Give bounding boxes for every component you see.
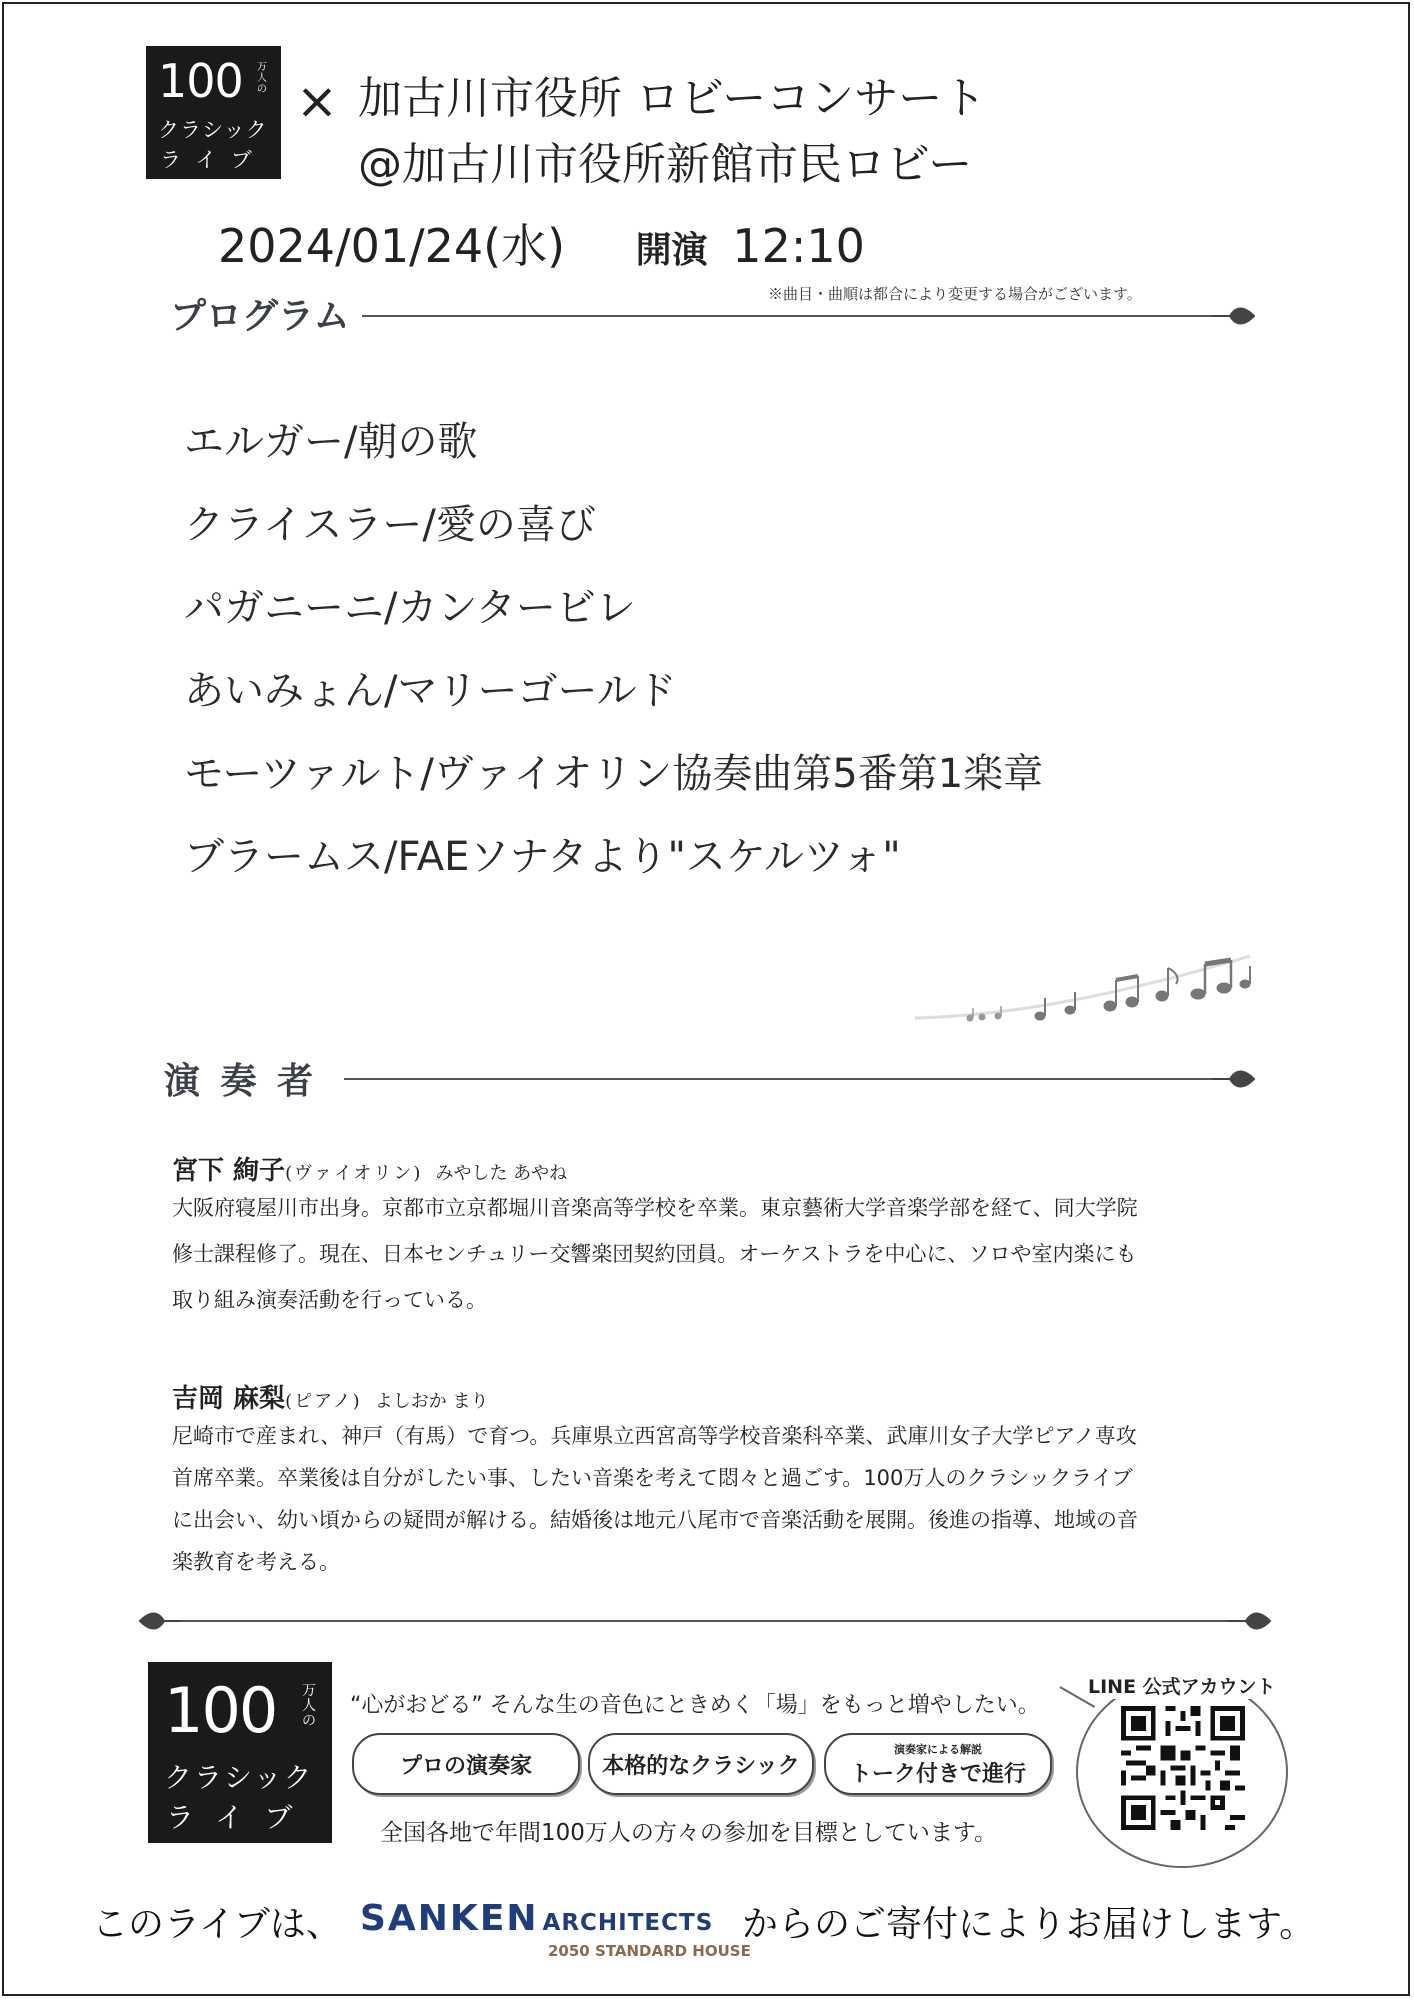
bottom-divider <box>180 1620 1240 1622</box>
program-item: パガニーニ/カンタービレ <box>184 585 636 631</box>
tagline: “心がおどる” そんな生の音色にときめく「場」をもっと増やしたい。 <box>350 1693 1040 1718</box>
divider-ornament-icon <box>1226 1607 1272 1635</box>
feature-pill-label: トーク付きで進行 <box>849 1761 1026 1787</box>
performer-bio-line: に出会い、幼い頃からの疑問が解ける。結婚後は地元八尾市で音楽活動を展開。後進の指導、地域の音 <box>172 1508 1138 1532</box>
feature-pill <box>352 1733 580 1795</box>
footer-prefix: このライブは、 <box>92 1904 342 1945</box>
divider-ornament-icon <box>1210 302 1256 330</box>
performers-heading: 演 奏 者 <box>164 1061 318 1102</box>
performer-bio-line: 楽教育を考える。 <box>172 1550 340 1574</box>
performer-name <box>172 1378 488 1415</box>
performer-bio-line: 首席卒業。卒業後は自分がしたい事、したい音楽を考えて悶々と過ごす。100万人のクラシックライブ <box>172 1466 1133 1490</box>
feature-pill-label: 本格的なクラシック <box>602 1753 800 1779</box>
music-notes-icon <box>910 946 1270 1046</box>
logo-number: 100 <box>164 1674 277 1747</box>
divider-ornament-icon <box>138 1607 184 1635</box>
program-divider <box>362 315 1222 317</box>
performer-kana: みやした あやね <box>435 1163 568 1184</box>
performer-name-text: 宮下 絢子 <box>172 1156 286 1186</box>
open-time: 12:10 <box>732 219 865 273</box>
performer-kana: よしおか まり <box>374 1391 489 1412</box>
performer-bio-line: 尼崎市で産まれ、神戸（有馬）で育つ。兵庫県立西宮高等学校音楽科卒業、武庫川女子大学ピアノ専攻 <box>172 1424 1137 1448</box>
program-item: モーツァルト/ヴァイオリン協奏曲第5番第1楽章 <box>184 751 1044 797</box>
performer-bio-line: 修士課程修了。現在、日本センチュリー交響楽団契約団員。オーケストラを中心に、ソロや室内楽にも <box>172 1242 1137 1266</box>
event-title: 加古川市役所 ロビーコンサート <box>358 73 987 124</box>
program-item: ブラームス/FAEソナタより"スケルツォ" <box>184 834 901 880</box>
performer-name-text: 吉岡 麻梨 <box>172 1384 286 1414</box>
performer-bio-line: 取り組み演奏活動を行っている。 <box>172 1288 487 1312</box>
program-heading: プログラム <box>170 296 350 337</box>
feature-pill-label: プロの演奏家 <box>399 1753 532 1779</box>
footer-suffix: からのご寄付によりお届けします。 <box>742 1904 1316 1945</box>
event-date: 2024/01/24(水) <box>218 219 566 273</box>
sponsor-name: SANKEN <box>360 1898 539 1939</box>
logo-small-text: 万人の <box>257 62 267 95</box>
performer-name <box>172 1150 567 1187</box>
program-item: エルガー/朝の歌 <box>184 419 478 465</box>
brand-logo-large <box>148 1662 332 1843</box>
sponsor-architects: ARCHITECTS <box>542 1910 714 1936</box>
collab-times-mark: × <box>296 72 338 130</box>
program-item: あいみょん/マリーゴールド <box>184 668 677 714</box>
event-venue: @加古川市役所新館市民ロビー <box>358 139 973 190</box>
divider-ornament-icon <box>1210 1065 1256 1093</box>
feature-pill <box>824 1733 1052 1795</box>
performer-instrument: (ヴァイオリン) <box>285 1163 423 1184</box>
logo-line-3: ライブ <box>166 1801 315 1834</box>
logo-line-2: クラシック <box>158 118 268 142</box>
feature-pill-sublabel: 演奏家による解説 <box>894 1742 982 1756</box>
qr-code-icon[interactable] <box>1121 1706 1245 1830</box>
performer-bio-line: 大阪府寝屋川市出身。京都市立京都堀川音楽高等学校を卒業。東京藝術大学音楽学部を経て、同大学院 <box>172 1196 1138 1220</box>
sponsor-logo <box>360 1898 713 1939</box>
line-account-label: LINE 公式アカウント <box>1084 1672 1279 1699</box>
brand-logo <box>146 46 281 179</box>
logo-line-3: ライブ <box>160 148 267 172</box>
performers-divider <box>344 1078 1224 1080</box>
logo-small-text: 万人の <box>302 1683 316 1729</box>
program-item: クライスラー/愛の喜び <box>184 502 596 548</box>
open-label: 開演 <box>635 230 708 271</box>
sponsor-tagline: 2050 STANDARD HOUSE <box>548 1942 751 1960</box>
feature-pill <box>588 1733 814 1795</box>
goal-statement: 全国各地で年間100万人の方々の参加を目標としています。 <box>380 1820 998 1846</box>
program-change-note: ※曲目・曲順は都合により変更する場合がございます。 <box>768 285 1142 303</box>
logo-number: 100 <box>158 54 243 108</box>
performer-instrument: (ピアノ) <box>285 1391 362 1412</box>
event-datetime <box>218 210 865 276</box>
logo-line-2: クラシック <box>164 1761 314 1794</box>
